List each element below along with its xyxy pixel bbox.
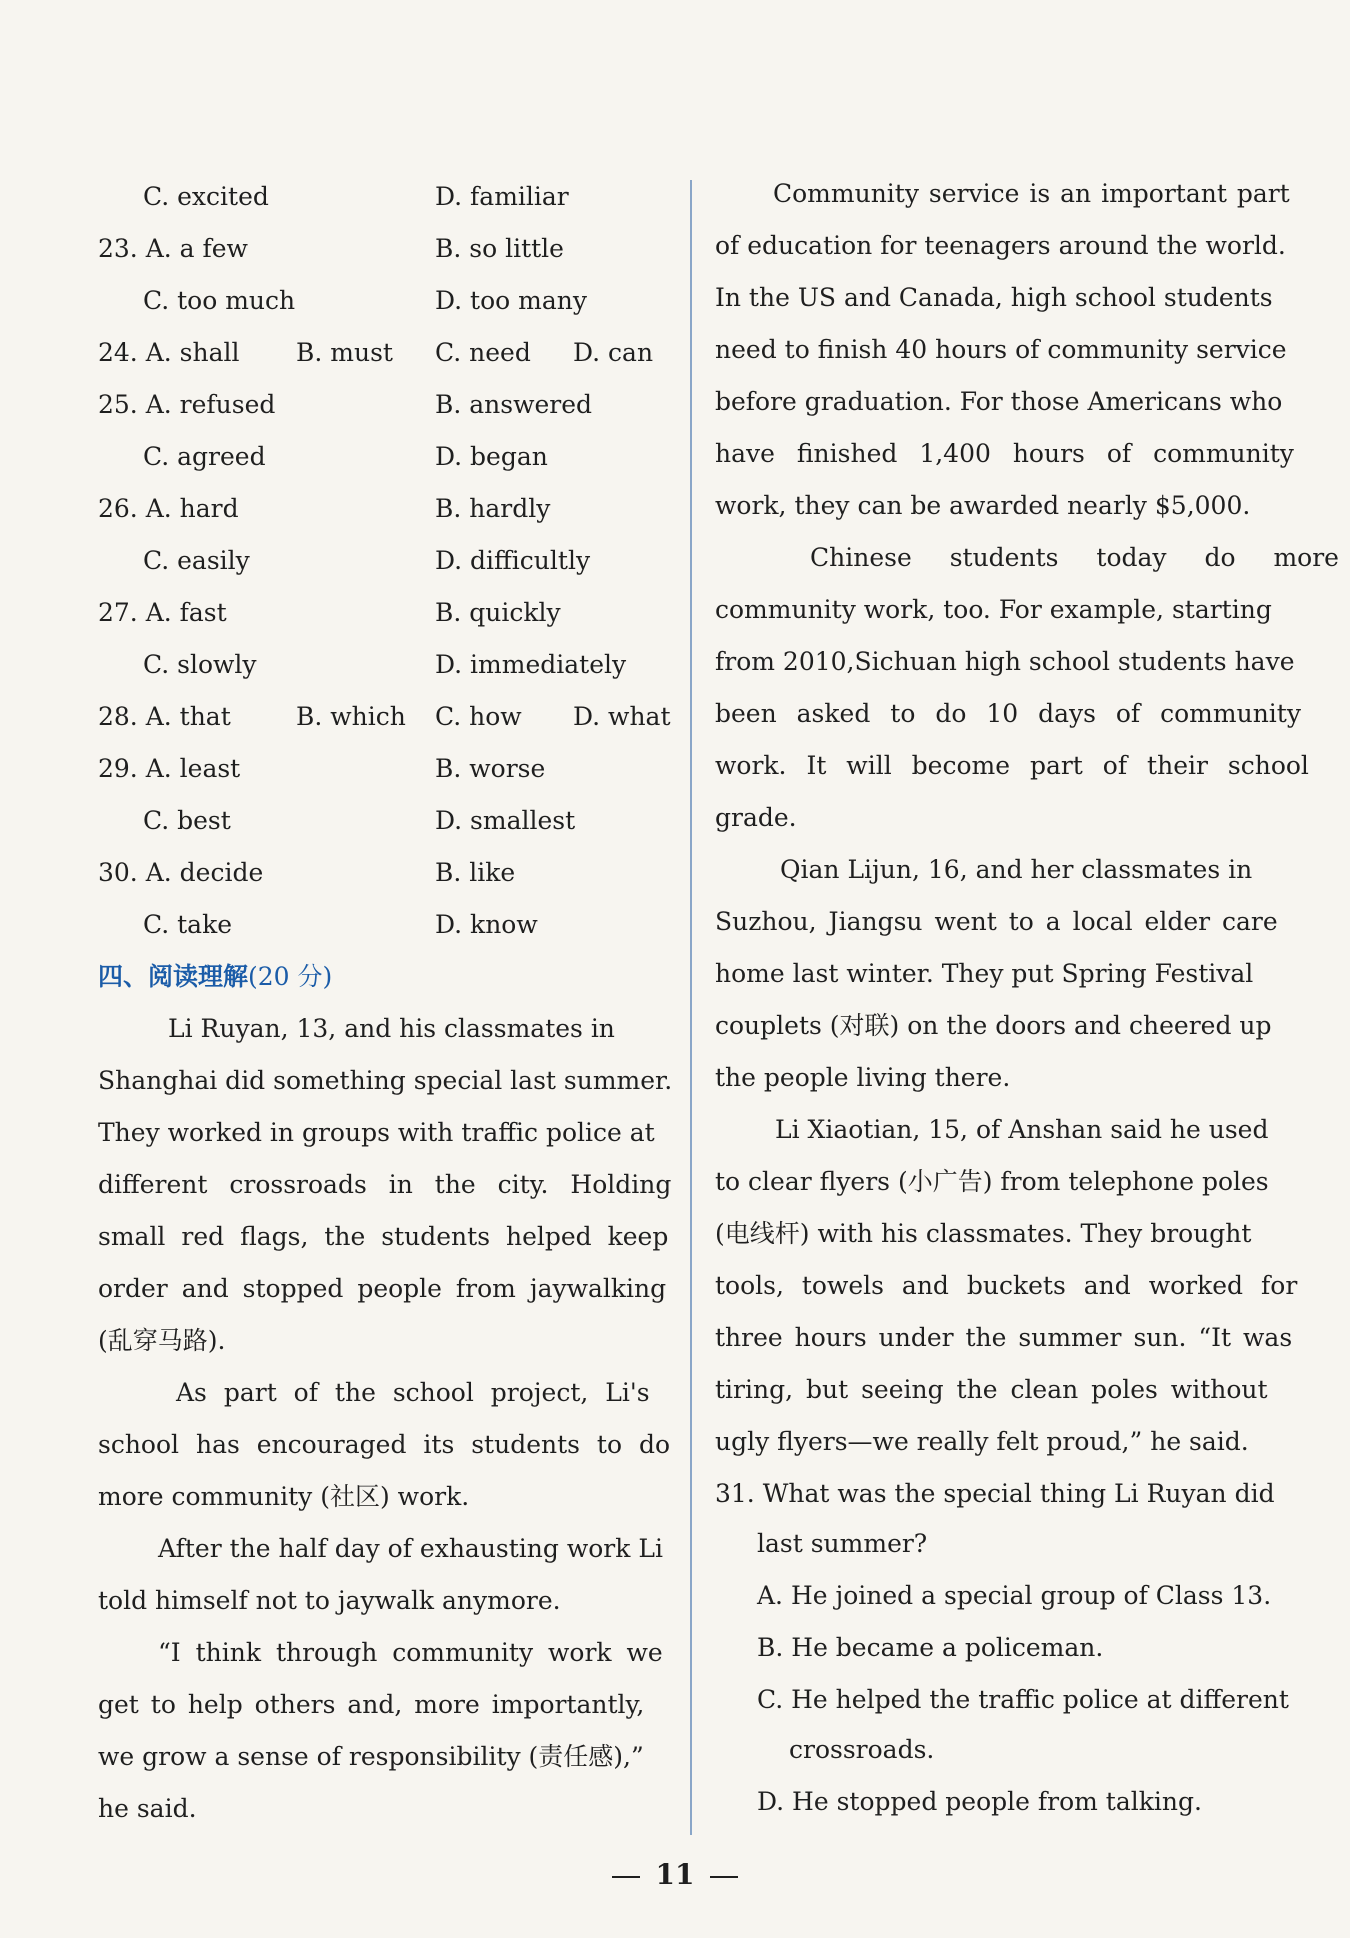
passage-line: (乱穿马路). xyxy=(98,1326,226,1355)
question-31-option-c-cont: crossroads. xyxy=(789,1735,935,1764)
passage-line: After the half day of exhausting work Li xyxy=(158,1534,663,1563)
passage-line: different crossroads in the city. Holding xyxy=(98,1170,672,1199)
passage-line: work, they can be awarded nearly $5,000. xyxy=(715,491,1251,520)
column-divider xyxy=(690,180,692,1835)
passage-line: he said. xyxy=(98,1794,197,1823)
options-row-23b xyxy=(98,281,670,321)
passage-line: (电线杆) with his classmates. They brought xyxy=(715,1219,1252,1248)
passage-line: Li Xiaotian, 15, of Anshan said he used xyxy=(775,1115,1269,1144)
option-23-c: C. too much xyxy=(143,286,296,315)
passage-line: home last winter. They put Spring Festival xyxy=(715,959,1254,988)
passage-line: Qian Lijun, 16, and her classmates in xyxy=(780,855,1253,884)
options-row-28 xyxy=(98,697,670,737)
passage-line: of education for teenagers around the world. xyxy=(715,231,1286,260)
question-31-option-a[interactable]: A. He joined a special group of Class 13. xyxy=(757,1581,1272,1610)
passage-line: more community (社区) work. xyxy=(98,1482,470,1511)
option-29-b: B. worse xyxy=(435,754,546,783)
passage-line: tiring, but seeing the clean poles without xyxy=(715,1375,1268,1404)
options-row-25a xyxy=(98,385,670,425)
question-31-stem: 31. What was the special thing Li Ruyan did xyxy=(715,1479,1275,1508)
options-row-29b xyxy=(98,801,670,841)
question-31-option-c[interactable]: C. He helped the traffic police at different xyxy=(757,1685,1289,1714)
option-30-b: B. like xyxy=(435,858,516,887)
passage-line: In the US and Canada, high school students xyxy=(715,283,1273,312)
option-30-d: D. know xyxy=(435,910,538,939)
option-25-d: D. began xyxy=(435,442,548,471)
option-26-a: 26. A. hard xyxy=(98,494,239,523)
options-row-27b xyxy=(98,645,670,685)
passage-line: tools, towels and buckets and worked for xyxy=(715,1271,1298,1300)
option-23-d: D. too many xyxy=(435,286,587,315)
options-row-23a xyxy=(98,229,670,269)
passage-line: Suzhou, Jiangsu went to a local elder care xyxy=(715,907,1278,936)
options-row-27a xyxy=(98,593,670,633)
passage-line: ugly flyers—we really felt proud,” he said. xyxy=(715,1427,1249,1456)
options-row-25b xyxy=(98,437,670,477)
question-31-option-b[interactable]: B. He became a policeman. xyxy=(757,1633,1104,1662)
option-28-c: C. how xyxy=(435,702,522,731)
option-29-d: D. smallest xyxy=(435,806,576,835)
option-22-c: C. excited xyxy=(143,182,269,211)
option-22-d: D. familiar xyxy=(435,182,569,211)
option-25-c: C. agreed xyxy=(143,442,266,471)
options-row-30a xyxy=(98,853,670,893)
page-number-dash-right xyxy=(710,1876,738,1878)
passage-line: school has encouraged its students to do xyxy=(98,1430,671,1459)
option-23-b: B. so little xyxy=(435,234,564,263)
passage-line: have finished 1,400 hours of community xyxy=(715,439,1294,468)
option-24-c: C. need xyxy=(435,338,531,367)
options-row-24 xyxy=(98,333,670,373)
option-23-a: 23. A. a few xyxy=(98,234,248,263)
passage-line: to clear flyers (小广告) from telephone poles xyxy=(715,1167,1269,1196)
options-row-29a xyxy=(98,749,670,789)
option-24-b: B. must xyxy=(296,338,393,367)
option-25-b: B. answered xyxy=(435,390,593,419)
passage-line: As part of the school project, Li's xyxy=(176,1378,650,1407)
option-29-a: 29. A. least xyxy=(98,754,241,783)
section-points: (20 分) xyxy=(248,962,333,991)
options-row-22 xyxy=(98,177,670,217)
option-26-d: D. difficultly xyxy=(435,546,591,575)
passage-line: told himself not to jaywalk anymore. xyxy=(98,1586,561,1615)
option-30-a: 30. A. decide xyxy=(98,858,264,887)
passage-line: Chinese students today do more xyxy=(810,543,1339,572)
passage-line: three hours under the summer sun. “It was xyxy=(715,1323,1293,1352)
passage-line: work. It will become part of their school xyxy=(715,751,1309,780)
options-row-30b xyxy=(98,905,670,945)
option-27-c: C. slowly xyxy=(143,650,257,679)
passage-line: “I think through community work we xyxy=(158,1638,663,1667)
passage-line: They worked in groups with traffic police at xyxy=(98,1118,655,1147)
page-number-dash-left xyxy=(612,1876,640,1878)
option-28-a: 28. A. that xyxy=(98,702,231,731)
passage-line: couplets (对联) on the doors and cheered up xyxy=(715,1011,1272,1040)
passage-line: Shanghai did something special last summer. xyxy=(98,1066,673,1095)
option-24-a: 24. A. shall xyxy=(98,338,240,367)
passage-line: need to finish 40 hours of community service xyxy=(715,335,1287,364)
section-title: 四、阅读理解 xyxy=(98,962,249,991)
option-28-d: D. what xyxy=(573,702,671,731)
passage-line: grade. xyxy=(715,803,797,832)
page-number xyxy=(0,1855,1350,1895)
passage-line: we grow a sense of responsibility (责任感),” xyxy=(98,1742,644,1771)
passage-line: Li Ruyan, 13, and his classmates in xyxy=(168,1014,615,1043)
option-27-b: B. quickly xyxy=(435,598,561,627)
section-heading xyxy=(98,957,332,997)
passage-line: from 2010,Sichuan high school students have xyxy=(715,647,1295,676)
question-31-stem-cont: last summer? xyxy=(757,1529,928,1558)
passage-line: the people living there. xyxy=(715,1063,1011,1092)
option-30-c: C. take xyxy=(143,910,233,939)
options-row-26b xyxy=(98,541,670,581)
passage-line: small red flags, the students helped keep xyxy=(98,1222,669,1251)
option-24-d: D. can xyxy=(573,338,654,367)
passage-line: get to help others and, more importantly, xyxy=(98,1690,645,1719)
passage-line: Community service is an important part xyxy=(773,179,1290,208)
passage-line: community work, too. For example, starting xyxy=(715,595,1272,624)
passage-line: before graduation. For those Americans who xyxy=(715,387,1283,416)
option-28-b: B. which xyxy=(296,702,406,731)
option-26-c: C. easily xyxy=(143,546,250,575)
passage-line: order and stopped people from jaywalking xyxy=(98,1274,667,1303)
option-25-a: 25. A. refused xyxy=(98,390,276,419)
options-row-26a xyxy=(98,489,670,529)
option-27-d: D. immediately xyxy=(435,650,627,679)
page-number-value: 11 xyxy=(655,1858,695,1891)
option-27-a: 27. A. fast xyxy=(98,598,227,627)
option-26-b: B. hardly xyxy=(435,494,551,523)
option-29-c: C. best xyxy=(143,806,231,835)
question-31-option-d[interactable]: D. He stopped people from talking. xyxy=(757,1787,1202,1816)
passage-line: been asked to do 10 days of community xyxy=(715,699,1301,728)
